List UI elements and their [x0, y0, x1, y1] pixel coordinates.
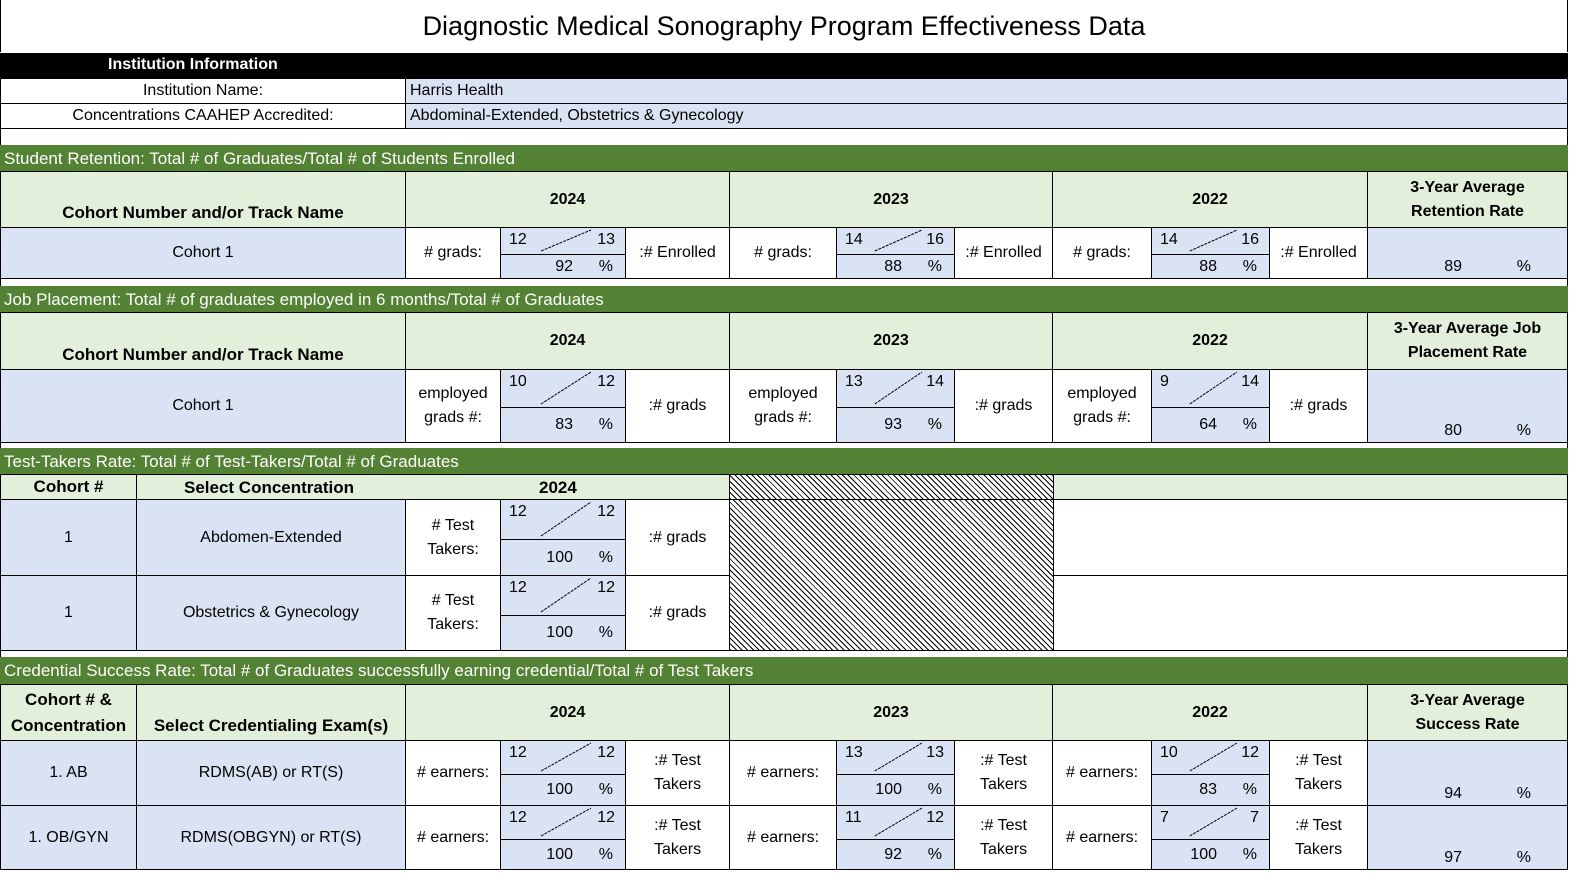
testtakers-row-2-fraction[interactable] [500, 575, 626, 616]
testtakers-row-1-left-label-text: # Test Takers: [427, 516, 479, 558]
credential-row-2-2023-left-label-text: # earners: [746, 828, 820, 846]
placement-2022-fraction[interactable] [1151, 369, 1270, 408]
retention-2022-numerator: 14 [1160, 231, 1178, 248]
credential-exam-value: RDMS(AB) or RT(S) [198, 764, 344, 781]
hatched-block [729, 499, 1054, 651]
retention-2022-fraction[interactable] [1151, 227, 1270, 255]
placement-2022-right-label-text: :# grads [1289, 397, 1348, 414]
retention-cohort-name: Cohort 1 [0, 227, 406, 279]
page-title: Diagnostic Medical Sonography Program Effectiveness Data [0, 0, 1568, 52]
retention-2024-left-label [405, 227, 501, 279]
percent-sign: % [927, 416, 942, 433]
retention-2022-left-label [1052, 227, 1152, 279]
credential-row-1-2023-numerator: 13 [845, 744, 863, 761]
credential-row-2-2023-percent [836, 839, 955, 870]
credential-row-1-2024-left-label-text: # earners: [416, 764, 490, 781]
percent-sign: % [598, 624, 613, 641]
testtakers-row-2-right-label [625, 575, 730, 651]
credential-row-2-2024-fraction[interactable] [500, 805, 626, 840]
retention-2024-denominator: 13 [597, 231, 615, 248]
placement-2024-denominator: 12 [597, 373, 615, 390]
credential-year-2022: 2022 [1052, 684, 1368, 741]
credential-row-1-2022-denominator: 12 [1241, 744, 1259, 761]
placement-2022-percent [1151, 407, 1270, 443]
credential-row-2-2024-denominator: 12 [597, 809, 615, 826]
credential-row-1-2024-percent-value: 100 [546, 781, 573, 798]
retention-2023-fraction[interactable] [836, 227, 955, 255]
testtakers-concentration-value: Obstetrics & Gynecology [182, 604, 360, 621]
credential-year-2023: 2023 [729, 684, 1053, 741]
retention-2022-denominator: 16 [1241, 231, 1259, 248]
retention-2023-denominator: 16 [926, 231, 944, 248]
placement-2024-fraction[interactable] [500, 369, 626, 408]
testtakers-row-2-percent [500, 615, 626, 651]
percent-sign: % [1242, 257, 1257, 275]
testtakers-row-1-numerator: 12 [509, 503, 527, 520]
credential-row-1-2024-percent [500, 774, 626, 806]
institution-section-label: Institution Information [108, 56, 278, 73]
retention-2023-percent [836, 254, 955, 279]
retention-2023-numerator: 14 [845, 231, 863, 248]
credential-row-1-2024-numerator: 12 [509, 744, 527, 761]
credential-row-2-2024-numerator: 12 [509, 809, 527, 826]
credential-row-1-2022-left-label [1052, 740, 1152, 806]
testtakers-row-2-numerator: 12 [509, 579, 527, 596]
retention-2024-left-label-text: # grads: [424, 244, 482, 261]
credential-row-2-2024-left-label-text: # earners: [416, 828, 490, 846]
credential-avg-cell [1367, 740, 1568, 806]
retention-year-2022: 2022 [1052, 171, 1368, 228]
retention-cohort-header: Cohort Number and/or Track Name [0, 171, 406, 228]
placement-2024-percent-value: 83 [555, 416, 573, 433]
retention-2022-percent-value: 88 [1199, 257, 1217, 275]
credential-row-2-2022-numerator: 7 [1160, 809, 1169, 826]
credential-exam[interactable] [136, 740, 406, 806]
credential-row-1-2023-right-label-text: :# Test Takers [979, 752, 1028, 793]
testtakers-row-2-left-label-text: # Test Takers: [427, 592, 479, 633]
credential-row-1-2023-fraction[interactable] [836, 740, 955, 775]
credential-row-2-2024-percent [500, 839, 626, 870]
testtakers-cohort-header: Cohort # [0, 474, 137, 500]
retention-2022-right-label [1269, 227, 1368, 279]
concentrations-label: Concentrations CAAHEP Accredited: [0, 103, 406, 129]
percent-sign: % [1242, 416, 1257, 433]
placement-avg-value: 80 [1444, 422, 1462, 439]
credential-row-2-2023-percent-value: 92 [884, 845, 902, 863]
placement-2023-numerator: 13 [845, 373, 863, 390]
placement-2022-percent-value: 64 [1199, 416, 1217, 433]
hatched-cell [729, 474, 1054, 500]
retention-avg-header: 3-Year Average Retention Rate [1367, 171, 1568, 228]
credential-exam[interactable] [136, 805, 406, 870]
testtakers-cohort-value: 1 [64, 528, 73, 546]
credential-row-2-2023-numerator: 11 [845, 809, 862, 826]
percent-sign: % [598, 416, 613, 433]
retention-year-2024: 2024 [405, 171, 730, 228]
credential-row-2-2023-fraction[interactable] [836, 805, 955, 840]
testtakers-row-2-denominator: 12 [597, 579, 615, 596]
credential-row-2-2022-fraction[interactable] [1151, 805, 1270, 840]
retention-2023-right-label-text: :# Enrolled [965, 244, 1042, 261]
testtakers-cohort [0, 575, 137, 651]
placement-2023-denominator: 14 [926, 373, 944, 390]
placement-2023-percent-value: 93 [884, 416, 902, 433]
placement-2024-numerator: 10 [509, 373, 527, 390]
institution-name-value[interactable]: Harris Health [405, 78, 1568, 104]
credential-row-1-2024-fraction[interactable] [500, 740, 626, 775]
placement-2022-right-label [1269, 369, 1368, 443]
placement-2022-numerator: 9 [1160, 373, 1169, 390]
testtakers-row-1-percent [500, 539, 626, 576]
percent-sign: % [1516, 258, 1531, 275]
credential-cohort-header: Cohort # & Concentration [0, 684, 137, 741]
testtakers-row-2-left-label [405, 575, 501, 651]
percent-sign: % [927, 257, 942, 275]
percent-sign: % [1516, 785, 1531, 802]
credential-row-1-2023-percent [836, 774, 955, 806]
placement-avg-cell [1367, 369, 1568, 443]
credential-cohort [0, 805, 137, 870]
percent-sign: % [927, 781, 942, 798]
testtakers-row-1-denominator: 12 [597, 503, 615, 520]
credential-row-1-2022-right-label [1269, 740, 1368, 806]
credential-avg-value: 94 [1444, 785, 1462, 802]
empty-cell [1053, 575, 1568, 651]
retention-2022-left-label-text: # grads: [1073, 244, 1131, 261]
placement-2022-left-label-text: employed grads #: [1067, 385, 1137, 426]
credential-row-2-2022-percent [1151, 839, 1270, 870]
retention-2023-right-label [954, 227, 1053, 279]
percent-sign: % [1516, 849, 1531, 866]
retention-section-title: Student Retention: Total # of Graduates/Total # of Students Enrolled [0, 145, 1568, 172]
testtakers-concentration[interactable] [136, 575, 406, 651]
placement-2024-right-label-text: :# grads [648, 397, 707, 414]
placement-2024-right-label [625, 369, 730, 443]
credential-row-1-2023-left-label [729, 740, 837, 806]
credential-row-2-2022-percent-value: 100 [1190, 845, 1217, 863]
credential-row-2-2024-right-label-text: :# Test Takers [653, 816, 702, 858]
credential-row-1-2023-left-label-text: # earners: [746, 764, 820, 781]
credential-row-2-2022-right-label-text: :# Test Takers [1294, 816, 1343, 858]
placement-year-2023: 2023 [729, 312, 1053, 370]
placement-avg-header: 3-Year Average Job Placement Rate [1367, 312, 1568, 370]
testtakers-row-2-percent-value: 100 [546, 624, 573, 641]
retention-2022-right-label-text: :# Enrolled [1280, 244, 1357, 261]
retention-2023-percent-value: 88 [884, 257, 902, 275]
testtakers-concentration-header: Select Concentration [184, 478, 355, 497]
retention-2024-percent-value: 92 [555, 257, 573, 275]
institution-name-label: Institution Name: [0, 78, 406, 104]
credential-avg-header: 3-Year Average Success Rate [1367, 684, 1568, 741]
testtakers-row-1-right-label [625, 499, 730, 576]
testtakers-row-1-right-label-text: :# grads [648, 528, 707, 546]
empty-header-cell [1053, 474, 1568, 500]
testtakers-row-1-fraction[interactable] [500, 499, 626, 540]
retention-2023-left-label [729, 227, 837, 279]
credential-avg-cell [1367, 805, 1568, 870]
credential-cohort [0, 740, 137, 806]
credential-row-2-2022-denominator: 7 [1250, 809, 1259, 826]
testtakers-concentration-value: Abdomen-Extended [200, 528, 342, 546]
credential-row-1-2023-right-label [954, 740, 1053, 806]
testtakers-cohort-value: 1 [64, 604, 73, 621]
credential-row-1-2022-percent [1151, 774, 1270, 806]
percent-sign: % [598, 845, 613, 863]
retention-2023-left-label-text: # grads: [754, 244, 812, 261]
placement-2024-left-label-text: employed grads #: [418, 385, 488, 426]
retention-2022-percent [1151, 254, 1270, 279]
placement-section-title: Job Placement: Total # of graduates employed in 6 months/Total # of Graduates [0, 286, 1568, 313]
placement-cohort-name: Cohort 1 [0, 369, 406, 443]
testtakers-year-2024: 2024 [539, 478, 577, 497]
credential-row-2-2022-right-label [1269, 805, 1368, 870]
credential-row-1-2022-left-label-text: # earners: [1065, 764, 1139, 781]
placement-2022-left-label [1052, 369, 1152, 443]
credential-exam-value: RDMS(OBGYN) or RT(S) [180, 828, 362, 846]
credential-cohort-value: 1. AB [49, 764, 88, 781]
credential-row-2-2023-denominator: 12 [926, 809, 944, 826]
spacer-row [0, 129, 1568, 145]
percent-sign: % [1516, 422, 1531, 439]
placement-year-2024: 2024 [405, 312, 730, 370]
placement-2024-left-label [405, 369, 501, 443]
credential-year-2024: 2024 [405, 684, 730, 741]
retention-avg-value: 89 [1444, 258, 1462, 275]
percent-sign: % [598, 548, 613, 566]
percent-sign: % [1242, 845, 1257, 863]
placement-2023-left-label-text: employed grads #: [748, 385, 818, 426]
credential-row-1-2022-right-label-text: :# Test Takers [1294, 752, 1343, 793]
percent-sign: % [1242, 781, 1257, 798]
credential-row-2-2022-left-label-text: # earners: [1065, 828, 1139, 846]
percent-sign: % [598, 257, 613, 275]
percent-sign: % [927, 845, 942, 863]
concentrations-value[interactable]: Abdominal-Extended, Obstetrics & Gynecology [405, 103, 1568, 129]
placement-cohort-header: Cohort Number and/or Track Name [0, 312, 406, 370]
testtakers-concentration[interactable] [136, 499, 406, 576]
retention-avg-cell [1367, 227, 1568, 279]
credential-row-1-2022-numerator: 10 [1160, 744, 1178, 761]
credential-row-2-2022-left-label [1052, 805, 1152, 870]
placement-year-2022: 2022 [1052, 312, 1368, 370]
percent-sign: % [598, 781, 613, 798]
credential-row-2-2023-right-label [954, 805, 1053, 870]
placement-2023-right-label-text: :# grads [974, 397, 1033, 414]
retention-2024-right-label [625, 227, 730, 279]
retention-2024-percent [500, 254, 626, 279]
credential-row-1-2022-fraction[interactable] [1151, 740, 1270, 775]
credential-row-1-2024-denominator: 12 [597, 744, 615, 761]
credential-row-1-2024-right-label-text: :# Test Takers [653, 752, 702, 793]
credential-row-2-2024-right-label [625, 805, 730, 870]
retention-year-2023: 2023 [729, 171, 1053, 228]
placement-2023-percent [836, 407, 955, 443]
credential-exam-header: Select Credentialing Exam(s) [136, 684, 406, 741]
credential-row-1-2024-right-label [625, 740, 730, 806]
testtakers-header-row [136, 474, 730, 500]
credential-row-1-2022-percent-value: 83 [1199, 781, 1217, 798]
testtakers-row-1-left-label [405, 499, 501, 576]
credential-cohort-value: 1. OB/GYN [28, 828, 109, 846]
testtakers-row-1-percent-value: 100 [546, 548, 573, 566]
empty-cell [1053, 499, 1568, 576]
credential-row-1-2023-denominator: 13 [926, 744, 944, 761]
retention-2024-right-label-text: :# Enrolled [639, 244, 716, 261]
testtakers-section-title: Test-Takers Rate: Total # of Test-Takers/Total # of Graduates [0, 448, 1568, 475]
credential-avg-value: 97 [1444, 849, 1462, 866]
credential-row-1-2023-percent-value: 100 [875, 781, 902, 798]
placement-2023-fraction[interactable] [836, 369, 955, 408]
institution-section-header [0, 53, 1568, 78]
credential-row-1-2024-left-label [405, 740, 501, 806]
placement-2023-left-label [729, 369, 837, 443]
credential-row-2-2023-left-label [729, 805, 837, 870]
retention-2024-numerator: 12 [509, 231, 527, 248]
credential-row-2-2023-right-label-text: :# Test Takers [979, 816, 1028, 858]
credential-row-2-2024-left-label [405, 805, 501, 870]
testtakers-cohort [0, 499, 137, 576]
placement-2023-right-label [954, 369, 1053, 443]
placement-2022-denominator: 14 [1241, 373, 1259, 390]
placement-2024-percent [500, 407, 626, 443]
credential-section-title: Credential Success Rate: Total # of Graduates successfully earning credential/Total # of Test Takers [0, 657, 1568, 685]
retention-2024-fraction[interactable] [500, 227, 626, 255]
credential-row-2-2024-percent-value: 100 [546, 845, 573, 863]
testtakers-row-2-right-label-text: :# grads [648, 604, 707, 621]
